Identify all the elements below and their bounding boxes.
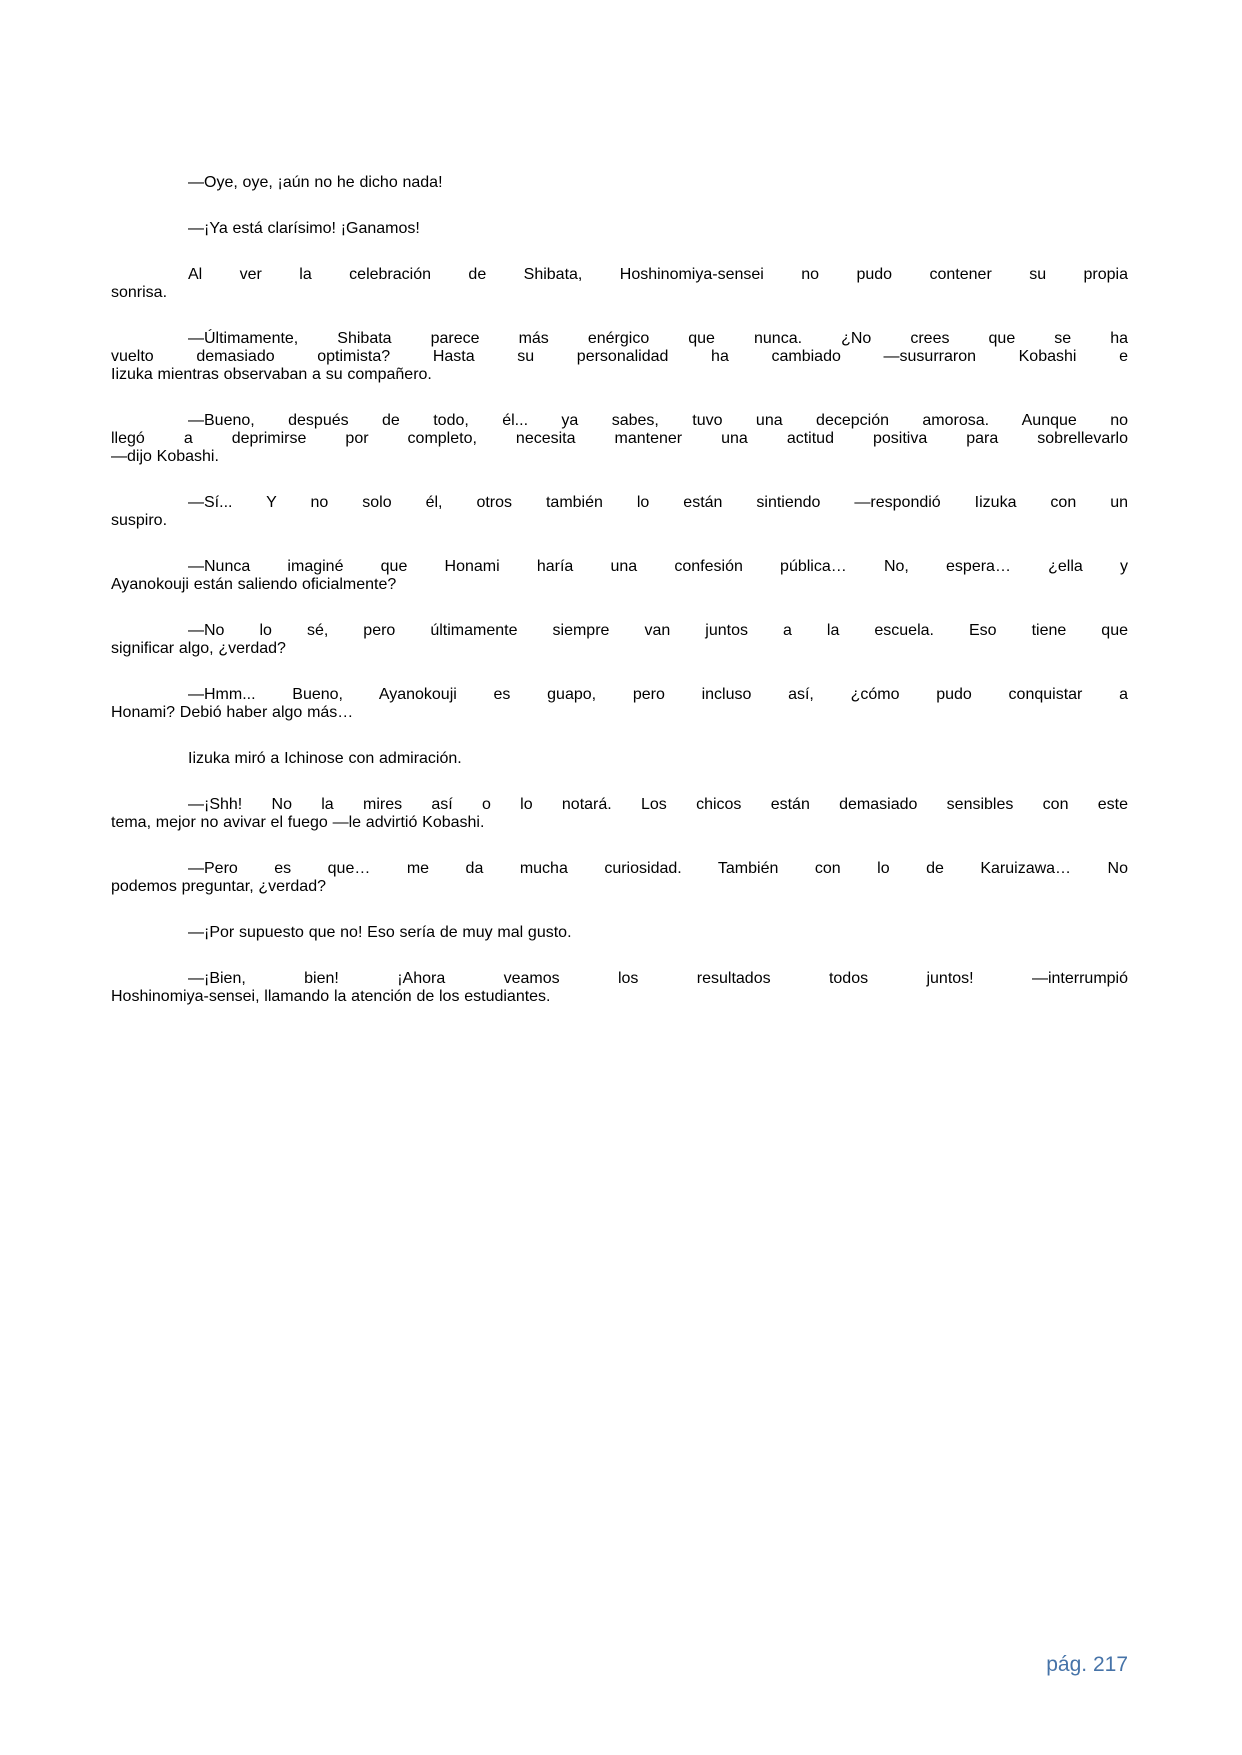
paragraph-line: sonrisa. [111, 284, 168, 301]
paragraph-line: Hoshinomiya-sensei, llamando la atención de los estudiantes. [111, 988, 551, 1005]
paragraph-line: —¡Ya está clarísimo! ¡Ganamos! [188, 220, 420, 237]
paragraph-line: —¡Bien, bien! ¡Ahora veamos los resultados todos juntos! —interrumpió [188, 970, 1128, 987]
paragraph-line: —dijo Kobashi. [111, 448, 219, 465]
paragraph-line: —Oye, oye, ¡aún no he dicho nada! [188, 174, 443, 191]
paragraph-line: Honami? Debió haber algo más… [111, 704, 354, 721]
paragraph-line: vuelto demasiado optimista? Hasta su personalidad ha cambiado —susurraron Kobashi e [111, 348, 1128, 365]
paragraph-line: suspiro. [111, 512, 168, 529]
paragraph-line: —Últimamente, Shibata parece más enérgico que nunca. ¿No crees que se ha [188, 330, 1128, 347]
paragraph-line: llegó a deprimirse por completo, necesita mantener una actitud positiva para sobrellevarlo [111, 430, 1128, 447]
paragraph-line: —Bueno, después de todo, él... ya sabes, tuvo una decepción amorosa. Aunque no [188, 412, 1128, 429]
paragraph-line: tema, mejor no avivar el fuego —le advirtió Kobashi. [111, 814, 485, 831]
paragraph-line: —Sí... Y no solo él, otros también lo están sintiendo —respondió Iizuka con un [188, 494, 1128, 511]
paragraph-line: —¡Shh! No la mires así o lo notará. Los chicos están demasiado sensibles con este [188, 796, 1128, 813]
paragraph-line: —Nunca imaginé que Honami haría una confesión pública… No, espera… ¿ella y [188, 558, 1128, 575]
paragraph-line: —No lo sé, pero últimamente siempre van juntos a la escuela. Eso tiene que [188, 622, 1128, 639]
paragraph-line: podemos preguntar, ¿verdad? [111, 878, 326, 895]
paragraph-line: —Pero es que… me da mucha curiosidad. También con lo de Karuizawa… No [188, 860, 1128, 877]
paragraph-line: —¡Por supuesto que no! Eso sería de muy mal gusto. [188, 924, 572, 941]
paragraph-line: significar algo, ¿verdad? [111, 640, 286, 657]
page-number: pág. 217 [1046, 1653, 1128, 1676]
paragraph-line: —Hmm... Bueno, Ayanokouji es guapo, pero incluso así, ¿cómo pudo conquistar a [188, 686, 1128, 703]
paragraph-line: Ayanokouji están saliendo oficialmente? [111, 576, 397, 593]
paragraph-line: Iizuka mientras observaban a su compañero. [111, 366, 432, 383]
paragraph-line: Al ver la celebración de Shibata, Hoshinomiya-sensei no pudo contener su propia [188, 266, 1128, 283]
paragraph-line: Iizuka miró a Ichinose con admiración. [188, 750, 462, 767]
